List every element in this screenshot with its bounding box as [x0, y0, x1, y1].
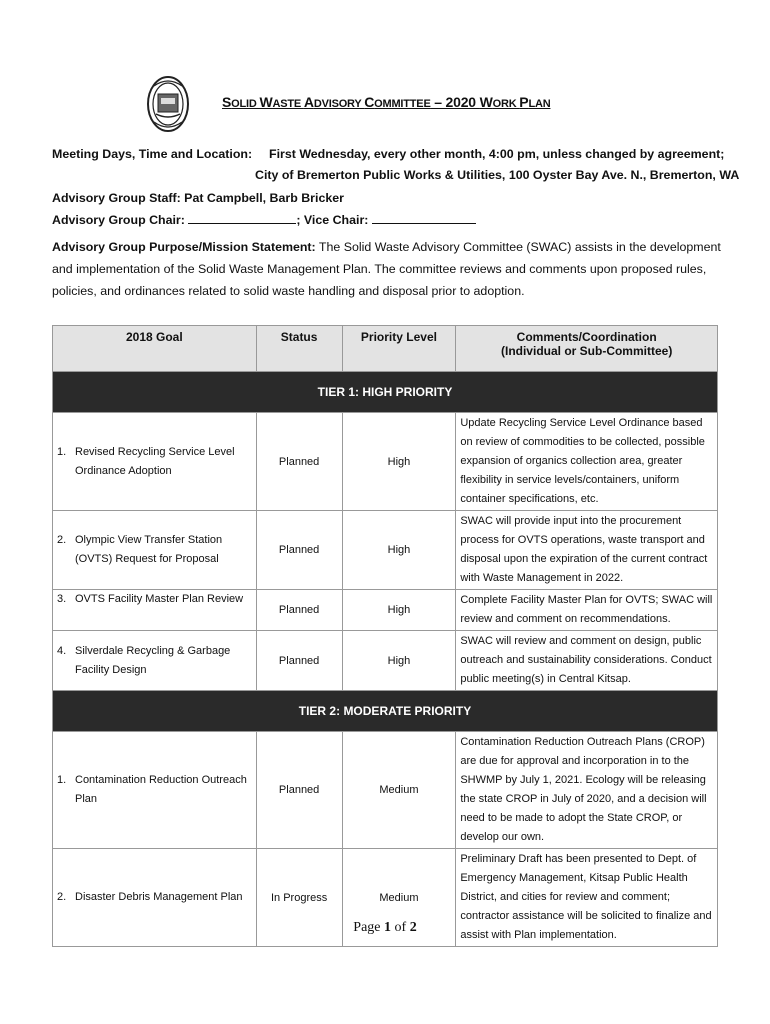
priority-cell: Medium [342, 732, 456, 849]
comment-cell: Contamination Reduction Outreach Plans (CROP) are due for approval and incorporation in to the SHWMP by July 1, 2021. Ecology will be releasing the state CROP in July of 2020, and a decision will need to be made to adopt the State CROP, or develop our own. [456, 732, 718, 849]
status-cell: Planned [256, 511, 342, 590]
tier-1-label: TIER 1: HIGH PRIORITY [53, 372, 718, 413]
tier-1-row [53, 372, 718, 413]
tier-2-label: TIER 2: MODERATE PRIORITY [53, 691, 718, 732]
header-comments: Comments/Coordination (Individual or Sub-Committee) [456, 326, 718, 372]
meeting-info [52, 144, 724, 165]
comment-cell: Preliminary Draft has been presented to Dept. of Emergency Management, Kitsap Public Health District, and cities for review and comment; contractor assistance will be solicited to finalize and assist with Plan implementation. [456, 849, 718, 947]
goal-text: Silverdale Recycling & Garbage Facility Design [75, 644, 231, 676]
table-row: 4. Silverdale Recycling & Garbage Facility Design Planned High SWAC will review and comment on design, public outreach and sustainability considerations. Conduct public meeting(s) in Central Kitsap. [53, 631, 718, 691]
meeting-line-2: City of Bremerton Public Works & Utilities, 100 Oyster Bay Ave. N., Bremerton, WA [255, 168, 740, 182]
advisory-chair: Advisory Group Chair: ; Vice Chair: [52, 210, 476, 231]
table-row: 1. Revised Recycling Service Level Ordinance Adoption Planned High Update Recycling Service Level Ordinance based on review of commodities to be collected, possible expansion of organics collection area, greater flexibility in service levels/containers, uniform container specifications, etc. [53, 413, 718, 511]
work-plan-table [52, 325, 718, 947]
meeting-line-1: First Wednesday, every other month, 4:00 pm, unless changed by agreement; [269, 147, 725, 161]
purpose-statement: Advisory Group Purpose/Mission Statement: The Solid Waste Advisory Committee (SWAC) assists in the development and implementation of the Solid Waste Management Plan. The committee reviews and comments upon proposed rules, policies, and ordinances related to solid waste handling and disposal prior to adoption. [52, 240, 721, 298]
priority-cell: High [342, 413, 456, 511]
status-cell: Planned [256, 590, 342, 631]
table-row: 1. Contamination Reduction Outreach Plan Planned Medium Contamination Reduction Outreach Plans (CROP) are due for approval and incorporation in to the SHWMP by July 1, 2021. Ecology will be releasing the state CROP in July of 2020, and a decision will need to be made to adopt the State CROP, or develop our own. [53, 732, 718, 849]
table-row: 2. Disaster Debris Management Plan In Progress Medium Preliminary Draft has been presented to Dept. of Emergency Management, Kitsap Public Health District, and cities for review and comment; contractor assistance will be solicited to finalize and assist with Plan implementation. [53, 849, 718, 947]
goal-text: Olympic View Transfer Station (OVTS) Request for Proposal [75, 534, 223, 565]
county-seal-icon [146, 74, 190, 134]
goal-text: Revised Recycling Service Level Ordinance Adoption [75, 445, 235, 477]
table-row: 3. OVTS Facility Master Plan Review Planned High Complete Facility Master Plan for OVTS; SWAC will review and comment on recommendations. [53, 590, 718, 631]
header-status: Status [256, 326, 342, 372]
comment-cell: Complete Facility Master Plan for OVTS; SWAC will review and comment on recommendations. [456, 590, 718, 631]
status-cell: In Progress [256, 849, 342, 947]
goal-text: Contamination Reduction Outreach Plan [75, 774, 247, 805]
header-goal: 2018 Goal [53, 326, 257, 372]
status-cell: Planned [256, 732, 342, 849]
status-cell: Planned [256, 631, 342, 691]
priority-cell: High [342, 511, 456, 590]
advisory-staff: Advisory Group Staff: Pat Campbell, Barb Bricker [52, 191, 344, 205]
comment-cell: SWAC will review and comment on design, public outreach and sustainability considerations. Conduct public meeting(s) in Central Kitsap. [456, 631, 718, 691]
tier-2-row [53, 691, 718, 732]
meeting-label: Meeting Days, Time and Location: [52, 147, 253, 161]
header-priority: Priority Level [342, 326, 456, 372]
comment-cell: SWAC will provide input into the procurement process for OVTS operations, waste transport and disposal upon the expiration of the current contract with Waste Management in 2022. [456, 511, 718, 590]
priority-cell: High [342, 631, 456, 691]
page-number: Page 1 of 2 [353, 920, 417, 935]
table-header-row [53, 326, 718, 372]
chair-blank [188, 211, 296, 224]
page-title: SOLID WASTE ADVISORY COMMITTEE – 2020 WORK PLAN [222, 94, 551, 110]
goal-text: OVTS Facility Master Plan Review [75, 593, 244, 605]
table-row: 2. Olympic View Transfer Station (OVTS) Request for Proposal Planned High SWAC will provide input into the procurement process for OVTS operations, waste transport and disposal upon the expiration of the current contract with Waste Management in 2022. [53, 511, 718, 590]
status-cell: Planned [256, 413, 342, 511]
comment-cell: Update Recycling Service Level Ordinance based on review of commodities to be collected, possible expansion of organics collection area, greater flexibility in service levels/containers, uniform container specifications, etc. [456, 413, 718, 511]
goal-text: Disaster Debris Management Plan [75, 891, 243, 903]
priority-cell: High [342, 590, 456, 631]
vice-chair-blank [372, 211, 476, 224]
priority-cell: Medium [342, 849, 456, 947]
